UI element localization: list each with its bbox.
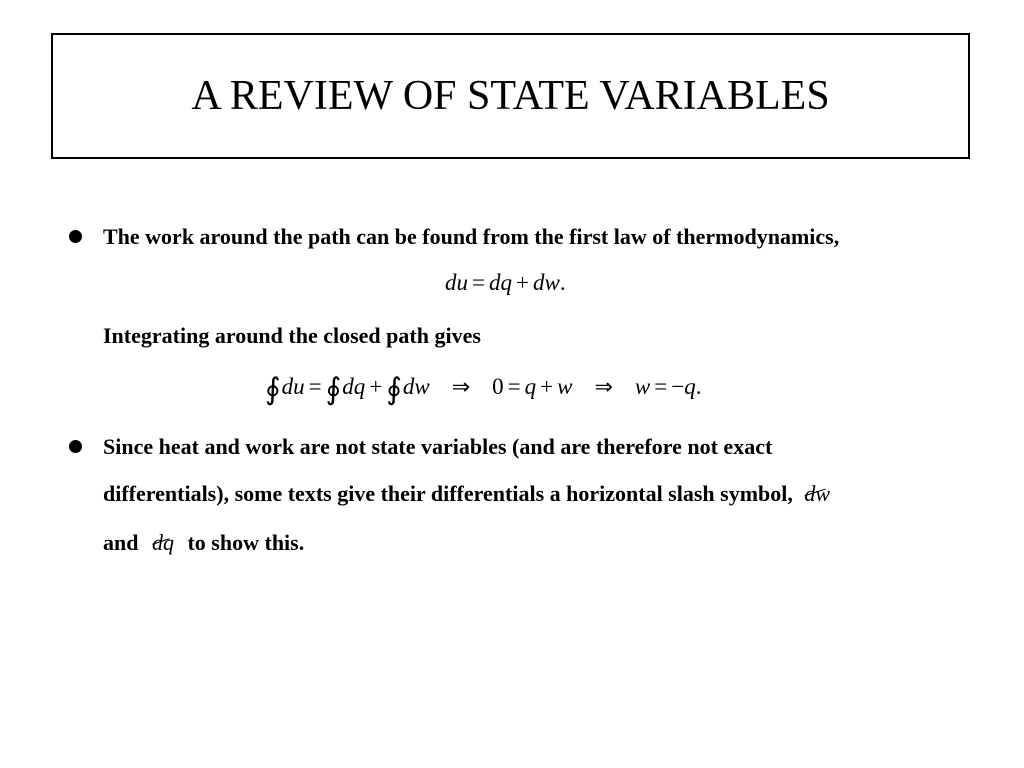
bullet1-line1: The work around the path can be found from the first law of thermodynamics,: [103, 224, 840, 249]
contour-integral-3: ∮: [386, 373, 402, 406]
bullet2-line3: [103, 530, 304, 556]
slashed-dw-symbol: dw: [804, 481, 831, 506]
eq2-w-result: w: [634, 374, 651, 399]
eq1-plus: +: [515, 270, 529, 295]
equation-first-law: [445, 270, 566, 296]
equation-closed-path: [265, 372, 701, 407]
contour-integral-2: ∮: [325, 373, 342, 406]
eq2-dq: dq: [342, 374, 366, 399]
bullet2-line1: Since heat and work are not state variables (and are therefore not exact: [103, 434, 773, 459]
eq2-equals-3: =: [654, 374, 668, 399]
eq1-equals: =: [472, 270, 485, 295]
bullet-dot-2: [69, 440, 82, 453]
bullet2-line2: [103, 481, 830, 507]
eq2-minus: −: [671, 374, 685, 399]
bullet2-line3-end: to show this.: [187, 530, 305, 555]
eq1-dw: dw: [532, 270, 560, 295]
contour-integral-1: ∮: [265, 373, 281, 406]
implies-arrow-1: ⇒: [451, 374, 471, 399]
eq2-du: du: [281, 374, 305, 399]
eq2-q: q: [524, 374, 537, 399]
bullet1-line2: Integrating around the closed path gives: [103, 323, 481, 348]
eq2-equals-2: =: [507, 374, 521, 399]
bullet2-line3-and: and: [103, 530, 139, 555]
bullet-dot-1: [69, 230, 82, 243]
eq2-period: .: [695, 374, 702, 399]
eq2-plus-1: +: [369, 374, 383, 399]
eq1-dq: dq: [488, 270, 512, 295]
eq2-dw: dw: [402, 374, 430, 399]
bullet2-line2-text: differentials), some texts give their differentials a horizontal slash symbol,: [103, 481, 793, 506]
title-box: [51, 33, 970, 159]
eq1-period: .: [559, 270, 566, 295]
eq2-q-result: q: [684, 374, 696, 399]
eq2-w: w: [557, 374, 573, 399]
eq2-zero: 0: [492, 374, 504, 399]
eq1-du: du: [445, 270, 468, 295]
eq2-equals-1: =: [308, 374, 322, 399]
eq2-plus-2: +: [540, 374, 554, 399]
slide-title: A REVIEW OF STATE VARIABLES: [191, 73, 830, 119]
implies-arrow-2: ⇒: [594, 374, 613, 399]
slashed-dq-symbol: dq: [151, 530, 174, 555]
